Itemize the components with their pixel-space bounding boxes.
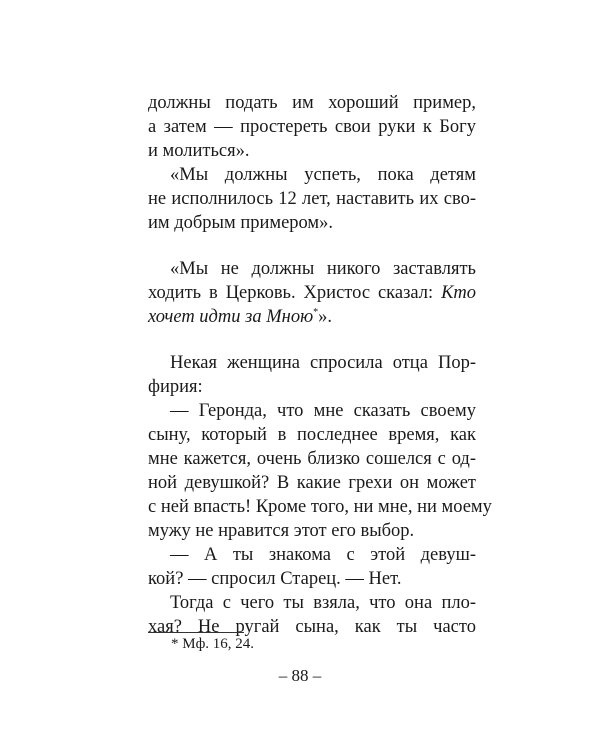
text-line: «Мы должны успеть, пока детям [170,165,476,185]
text-line: не исполнилось 12 лет, наставить их сво- [148,189,476,209]
text-line: — Геронда, что мне сказать своему [170,401,476,421]
text-line: — А ты знакома с этой девуш- [170,545,476,565]
text-line: Некая женщина спросила отца Пор- [170,353,476,373]
text-line: должны подать им хороший пример, [148,93,476,113]
text-line [148,282,476,304]
text-line: а затем — простереть свои руки к Богу [148,117,476,137]
footnote-marker: * [313,307,319,318]
page-number: – 88 – [278,666,322,685]
text-line: «Мы не должны никого заставлять [170,259,476,279]
text-line: мужу не нравится этот его выбор. [148,521,415,541]
text-line: им добрым примером». [148,213,334,233]
text-line: ной девушкой? В какие грехи он может [148,473,476,493]
text-line: сыну, который в последнее время, как [148,425,476,445]
text-line: фирия: [148,377,203,397]
text-segment: ходить в Церковь. Христос сказал: [148,283,434,303]
text-line: Тогда с чего ты взяла, что она пло- [170,593,476,613]
footnote: * Мф. 16, 24. [171,636,255,652]
footnote-divider [148,632,244,633]
text-line: мне кажется, очень близко сошелся с од- [148,449,476,469]
text-line: хая? Не ругай сына, как ты часто [148,617,476,637]
text-segment: ». [318,307,332,327]
italic-quote: Кто [441,283,476,303]
text-line: кой? — спросил Старец. — Нет. [148,569,402,589]
text-line [148,306,476,328]
italic-quote: хочет идти за Мною [148,307,314,327]
text-line: с ней впасть! Кроме того, ни мне, ни моему [148,497,492,517]
text-line: и молиться». [148,141,250,161]
